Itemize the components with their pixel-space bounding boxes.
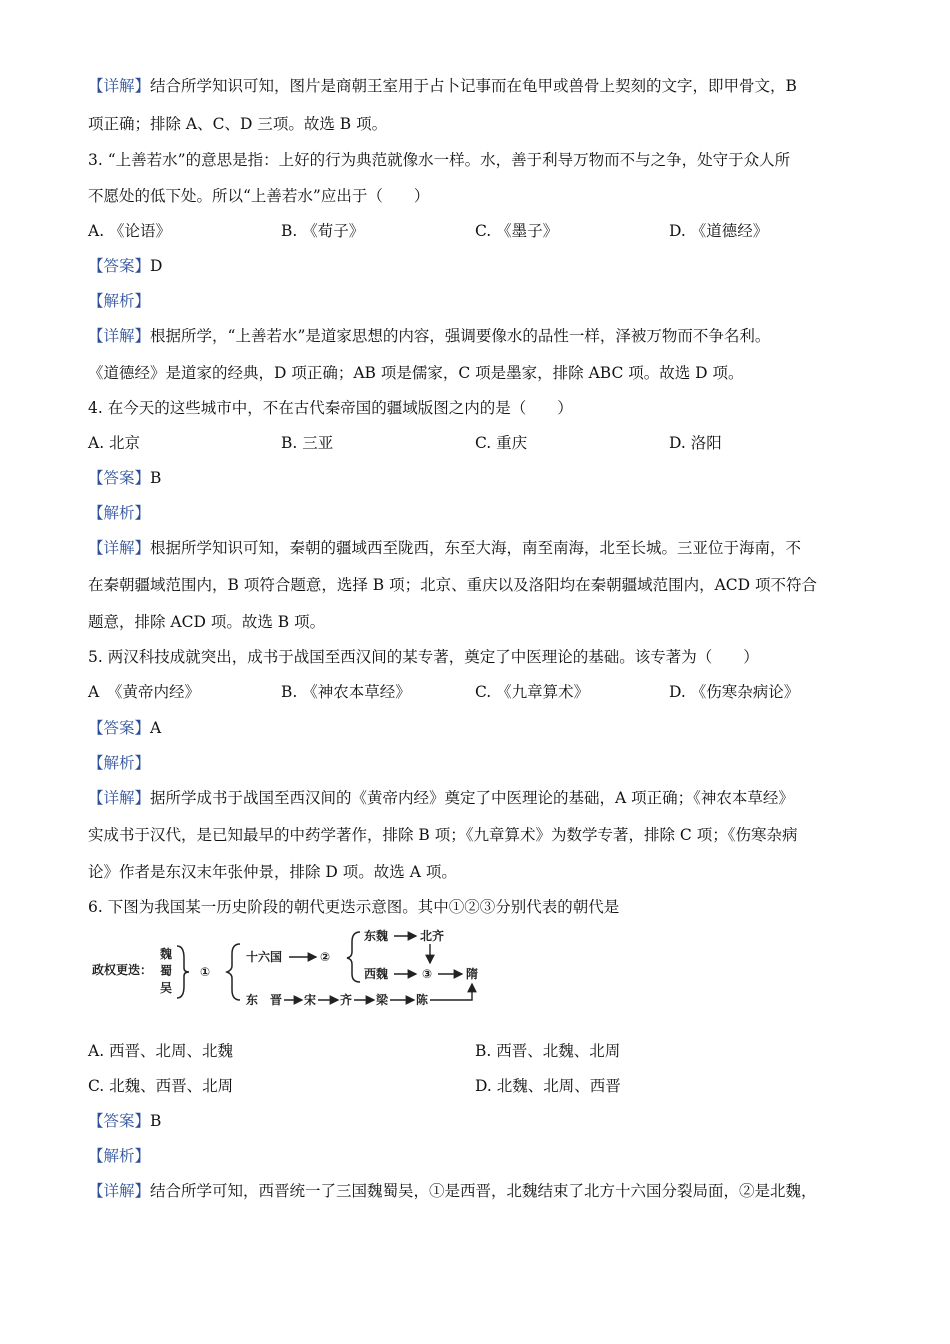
q5-option-b: B. 《神农本草经》 [281,683,411,701]
q4-answer: 【答案】B [88,469,162,487]
arrow-chen-to-sui [430,984,472,1000]
q4-detail-line-1: 【详解】根据所学知识可知，秦朝的疆域西至陇西，东至大海，南至南海，北至长城。三亚位于海南，不 [88,539,802,557]
q3-analysis-tag: 【解析】 [88,292,151,310]
diagram-circle-2: ② [320,950,331,964]
diagram-liang: 梁 [376,993,389,1006]
q3-option-b: B. 《荀子》 [281,222,365,240]
q5-detail-line-2: 实成书于汉代，是已知最早的中药学著作，排除 B 项；《九章算术》为数学专著，排除 C 项；《伤寒杂病 [88,826,798,844]
q3-answer: 【答案】D [88,257,163,275]
q5-option-d: D. 《伤寒杂病论》 [669,683,800,701]
q6-detail-line-1: 【详解】结合所学可知，西晋统一了三国魏蜀吴，①是西晋，北魏结束了北方十六国分裂局面，②是北魏， [88,1182,817,1200]
q6-option-c: C. 北魏、西晋、北周 [88,1077,234,1095]
q2-detail-line-1: 【详解】结合所学知识可知，图片是商朝王室用于占卜记事而在龟甲或兽骨上契刻的文字，即甲骨文，B [88,77,797,95]
q6-option-b: B. 西晋、北魏、北周 [475,1042,621,1060]
q5-option-a: A 《黄帝内经》 [88,683,200,701]
brace-three-kingdoms [177,946,189,998]
q3-option-d: D. 《道德经》 [669,222,769,240]
q3-stem-line-1: 3. “上善若水”的意思是指：上好的行为典范就像水一样。水，善于利导万物而不与之争，处守于众人所 [88,151,791,169]
diagram-label: 政权更迭： [92,963,153,977]
q4-stem: 4. 在今天的这些城市中，不在古代秦帝国的疆域版图之内的是（ ） [88,399,573,417]
q4-analysis-tag: 【解析】 [88,504,151,522]
q6-answer: 【答案】B [88,1112,162,1130]
q5-detail-line-1: 【详解】据所学成书于战国至西汉间的《黄帝内经》奠定了中医理论的基础，A 项正确；《神农本草经》 [88,789,794,807]
q6-analysis-tag: 【解析】 [88,1147,151,1165]
q4-option-b: B. 三亚 [281,434,334,452]
detail-tag: 【详解】 [88,77,151,95]
q4-option-a: A. 北京 [88,434,141,452]
q3-detail-line-1: 【详解】根据所学，“上善若水”是道家思想的内容，强调要像水的品性一样，泽被万物而不争名利。 [88,327,771,345]
diagram-west-wei: 西魏 [364,967,389,981]
q4-detail-line-3: 题意，排除 ACD 项。故选 B 项。 [88,613,326,631]
diagram-circle-1: ① [200,965,211,979]
diagram-east-wei: 东魏 [364,929,389,943]
diagram-circle-3: ③ [422,967,433,981]
diagram-north-qi: 北齐 [420,929,445,943]
q3-stem-line-2: 不愿处的低下处。所以“上善若水”应出于（ ） [88,187,430,205]
diagram-sui: 隋 [466,967,479,981]
diagram-shu: 蜀 [160,964,173,978]
q2-detail-line-2: 项正确；排除 A、C、D 三项。故选 B 项。 [88,115,388,133]
diagram-qi: 齐 [340,993,353,1006]
brace-wei-split [347,932,360,982]
q4-detail-line-2: 在秦朝疆域范围内，B 项符合题意，选择 B 项；北京、重庆以及洛阳均在秦朝疆域范围内，ACD 项不符合 [88,576,817,594]
q3-option-c: C. 《墨子》 [475,222,559,240]
q5-analysis-tag: 【解析】 [88,754,151,772]
q3-detail-line-2: 《道德经》是道家的经典，D 项正确；AB 项是儒家，C 项是墨家，排除 ABC 项。故选 D 项。 [88,364,744,382]
dynasty-succession-diagram [88,928,488,1006]
q5-stem: 5. 两汉科技成就突出，成书于战国至西汉间的某专著，奠定了中医理论的基础。该专著为（ ） [88,648,759,666]
q5-answer: 【答案】A [88,719,162,737]
diagram-wu: 吴 [160,981,173,995]
q3-option-a: A. 《论语》 [88,222,172,240]
diagram-east-jin: 东 晋 [246,993,283,1006]
diagram-sixteen-kingdoms: 十六国 [246,950,283,964]
q4-option-c: C. 重庆 [475,434,528,452]
brace-split [227,944,240,1000]
diagram-song: 宋 [304,993,317,1006]
q5-option-c: C. 《九章算术》 [475,683,590,701]
diagram-chen: 陈 [416,993,429,1006]
diagram-wei: 魏 [160,947,173,961]
q4-option-d: D. 洛阳 [669,434,722,452]
q5-detail-line-3: 论》作者是东汉末年张仲景，排除 D 项。故选 A 项。 [88,863,457,881]
q6-stem: 6. 下图为我国某一历史阶段的朝代更迭示意图。其中①②③分别代表的朝代是 [88,898,620,916]
q6-option-d: D. 北魏、北周、西晋 [475,1077,621,1095]
q6-option-a: A. 西晋、北周、北魏 [88,1042,234,1060]
